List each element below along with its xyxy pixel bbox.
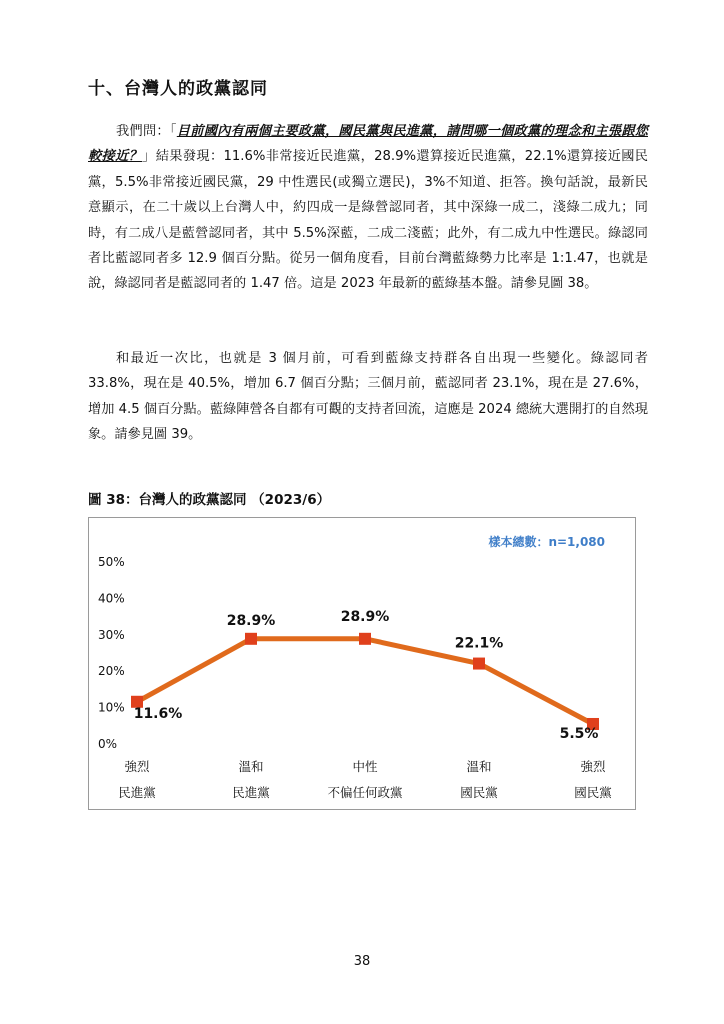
x-category-label: 中性 bbox=[352, 759, 378, 774]
x-category-label: 不偏任何政黨 bbox=[327, 785, 403, 800]
paragraph-1-body: 」結果發現：11.6%非常接近民進黨，28.9%還算接近民進黨，22.1%還算接近國民黨，5.5%非常接近國民黨，29 中性選民(或獨立選民)，3%不知道、拒答。換句話說，最新民意顯示，在二十歲以上台灣人中，約四成一是綠營認同者，其中深綠一成二，淺綠二成九；同時，有二成八是藍營認同者，其中 5.5%深藍，二成二淺藍；此外，有二成九中性選民。綠認同者比藍認同者多 12.9 個百分點。從另一個角度看，目前台灣藍綠勢力比率是 1:1.47，也就是說，綠認同者是藍認同者的 1.47 倍。這是 2023 年最新的藍綠基本盤。請參見圖 38。 bbox=[88, 149, 648, 292]
x-category-label: 溫和 bbox=[238, 759, 264, 774]
x-axis-categories bbox=[118, 759, 612, 800]
x-category-label: 強烈 bbox=[580, 759, 606, 774]
x-category-label: 民進黨 bbox=[232, 785, 270, 800]
data-label: 28.9% bbox=[226, 612, 276, 629]
figure-caption: 圖 38：台灣人的政黨認同 （2023/6） bbox=[88, 492, 331, 508]
x-category-label: 溫和 bbox=[466, 759, 492, 774]
sample-size-note: 樣本總數：n=1,080 bbox=[488, 535, 605, 549]
y-tick-label: 30% bbox=[98, 627, 125, 642]
chart-container bbox=[88, 517, 636, 810]
y-tick-label: 0% bbox=[98, 737, 118, 751]
y-tick-label: 50% bbox=[98, 555, 125, 569]
data-point-marker bbox=[359, 633, 371, 645]
series-line bbox=[131, 609, 599, 742]
y-tick-label: 10% bbox=[98, 700, 125, 715]
survey-question: 目前國內有兩個主要政黨，國民黨與民進黨，請問哪一個政黨的理念和主張跟您較接近？ bbox=[88, 124, 648, 165]
data-label: 22.1% bbox=[454, 635, 504, 652]
data-point-marker bbox=[245, 633, 257, 645]
data-label: 5.5% bbox=[559, 725, 599, 742]
x-category-label: 國民黨 bbox=[574, 785, 612, 800]
y-tick-label: 20% bbox=[98, 664, 125, 679]
y-axis-ticks bbox=[98, 555, 125, 751]
data-label: 28.9% bbox=[340, 608, 390, 625]
y-tick-label: 40% bbox=[98, 591, 125, 606]
x-category-label: 民進黨 bbox=[118, 785, 156, 800]
data-label: 11.6% bbox=[133, 705, 183, 722]
x-category-label: 強烈 bbox=[124, 759, 150, 774]
paragraph-1-lead: 我們問：「 bbox=[116, 124, 177, 139]
data-point-marker bbox=[473, 658, 485, 670]
page-number: 38 bbox=[353, 954, 371, 969]
paragraph-1 bbox=[88, 119, 648, 297]
section-title: 十、台灣人的政黨認同 bbox=[88, 79, 268, 99]
line-chart bbox=[89, 518, 637, 811]
series-polyline bbox=[137, 639, 593, 724]
paragraph-2: 和最近一次比，也就是 3 個月前，可看到藍綠支持群各自出現一些變化。綠認同者 33.8%，現在是 40.5%，增加 6.7 個百分點；三個月前，藍認同者 23.1%，現在是 27.6%，增加 4.5 個百分點。藍綠陣營各自都有可觀的支持者回流，這應是 2024 總統大選開打的自然現象。請參見圖 39。 bbox=[88, 351, 648, 443]
x-category-label: 國民黨 bbox=[460, 785, 498, 800]
